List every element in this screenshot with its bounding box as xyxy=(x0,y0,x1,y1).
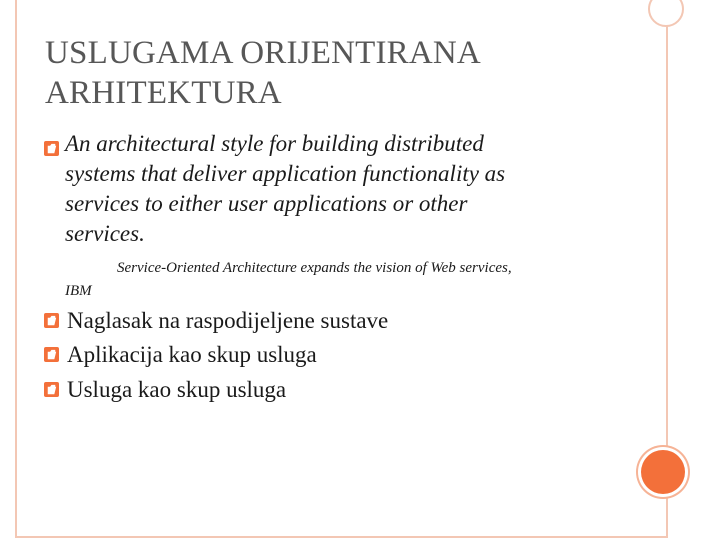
definition-line: An architectural style for building distributed xyxy=(65,131,484,156)
bullet-icon xyxy=(44,382,59,397)
definition-line: systems that deliver application functionality as xyxy=(65,161,506,186)
bullet-icon xyxy=(44,313,59,328)
bullet-icon xyxy=(44,141,59,156)
definition-text xyxy=(65,129,625,249)
definition-line: services. xyxy=(65,221,145,246)
citation-text: Service-Oriented Architecture expands the vision of Web services, xyxy=(117,260,512,276)
point-item: Usluga kao skup usluga xyxy=(67,377,287,402)
bullet-icon xyxy=(44,347,59,362)
definition-line: services to either user applications or other xyxy=(65,191,468,216)
title-line: ARHITEKTURA xyxy=(45,75,282,111)
decorative-circle-icon xyxy=(641,450,685,494)
slide-title xyxy=(45,33,645,113)
point-item: Naglasak na raspodijeljene sustave xyxy=(67,308,389,333)
title-line: USLUGAMA ORIJENTIRANA xyxy=(45,35,481,71)
citation-org: IBM xyxy=(65,283,92,299)
point-item: Aplikacija kao skup usluga xyxy=(67,342,317,367)
